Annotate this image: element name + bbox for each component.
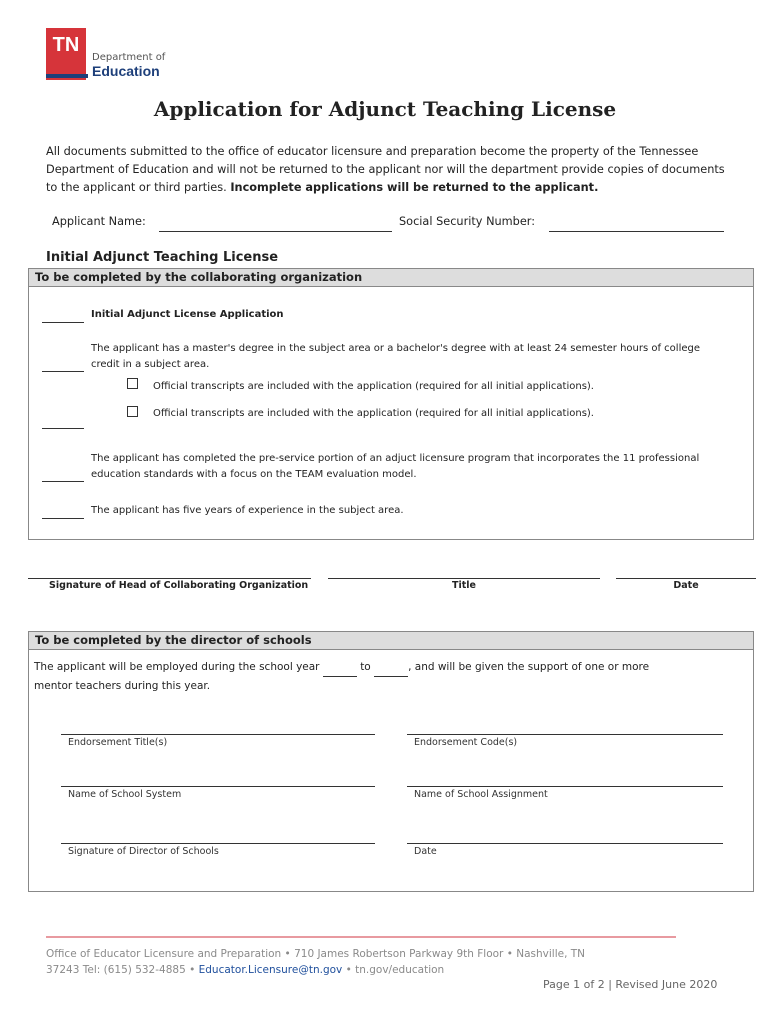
footer-phone: 37243 Tel: (615) 532-4885 • (46, 964, 196, 976)
footer-website: • tn.gov/education (345, 964, 445, 976)
date-label: Date (673, 580, 699, 591)
endorsement-codes-field[interactable] (407, 734, 723, 735)
employ-to: to (360, 661, 371, 673)
transcripts-blank[interactable] (42, 428, 84, 429)
employ-prefix: The applicant will be employed during the school year (34, 661, 320, 673)
section2-bar: To be completed by the director of schools (28, 631, 754, 650)
logo-accent (46, 74, 88, 78)
year-to-field[interactable] (374, 658, 408, 677)
section1-bar: To be completed by the collaborating organization (28, 268, 754, 287)
page-title: Application for Adjunct Teaching License (153, 97, 617, 121)
transcripts-item-2: Official transcripts are included with the application (required for all initial applications). (153, 408, 594, 419)
employment-statement (34, 658, 674, 695)
title-field[interactable] (328, 578, 600, 579)
transcripts-checkbox-2[interactable] (127, 406, 138, 417)
ssn-field[interactable] (549, 231, 724, 232)
degree-item: The applicant has a master's degree in the subject area or a bachelor's degree with at least 24 semester hours of college credit in a subject area. (91, 343, 700, 370)
logo-abbr: TN (52, 34, 80, 56)
endorsement-titles-field[interactable] (61, 734, 375, 735)
experience-blank[interactable] (42, 518, 84, 519)
application-blank[interactable] (42, 322, 84, 323)
transcripts-item-1: Official transcripts are included with the application (required for all initial applications). (153, 381, 594, 392)
intro-paragraph (46, 143, 736, 197)
applicant-name-label: Applicant Name: (52, 215, 146, 228)
school-assignment-field[interactable] (407, 786, 723, 787)
preservice-blank[interactable] (42, 481, 84, 482)
preservice-item: The applicant has completed the pre-service portion of an adjuct licensure program that incorporates the 11 professional education standards with a focus on the TEAM evaluation model. (91, 453, 700, 480)
footer-email-link[interactable]: Educator.Licensure@tn.gov (198, 964, 343, 976)
footer-line2 (46, 962, 606, 978)
school-system-label: Name of School System (68, 789, 182, 800)
footer-divider (46, 936, 676, 938)
title-label: Title (452, 580, 476, 591)
page-number: Page 1 of 2 | Revised June 2020 (543, 978, 718, 991)
date-field[interactable] (616, 578, 756, 579)
application-item: Initial Adjunct License Application (91, 309, 284, 320)
tn-logo (46, 28, 86, 80)
logo-education: Education (92, 63, 160, 79)
applicant-name-field[interactable] (159, 231, 392, 232)
footer-address (46, 946, 606, 978)
endorsement-titles-label: Endorsement Title(s) (68, 737, 168, 748)
director-date-field[interactable] (407, 843, 723, 844)
section1-heading: Initial Adjunct Teaching License (46, 250, 279, 265)
head-signature-label: Signature of Head of Collaborating Organization (49, 580, 309, 591)
head-signature-field[interactable] (28, 578, 311, 579)
endorsement-codes-label: Endorsement Code(s) (414, 737, 518, 748)
footer-line1: Office of Educator Licensure and Preparation • 710 James Robertson Parkway 9th Floor • Nashville, TN (46, 948, 586, 960)
intro-bold: Incomplete applications will be returned to the applicant. (230, 181, 599, 194)
director-signature-label: Signature of Director of Schools (68, 846, 219, 857)
director-signature-field[interactable] (61, 843, 375, 844)
experience-item: The applicant has five years of experience in the subject area. (91, 505, 404, 516)
employ-suffix: , and will be given the support of one or more mentor teachers during this year. (34, 661, 650, 692)
intro-text: All documents submitted to the office of educator licensure and preparation become the property of the Tennessee Department of Education and will not be returned to the applicant nor will the department provide copies of documents to the applicant or third parties. (46, 145, 725, 194)
school-assignment-label: Name of School Assignment (414, 789, 548, 800)
transcripts-checkbox-1[interactable] (127, 378, 138, 389)
school-system-field[interactable] (61, 786, 375, 787)
logo-dept: Department of (92, 52, 166, 63)
year-from-field[interactable] (323, 658, 357, 677)
director-date-label: Date (414, 846, 437, 857)
ssn-label: Social Security Number: (399, 215, 536, 228)
degree-blank[interactable] (42, 371, 84, 372)
